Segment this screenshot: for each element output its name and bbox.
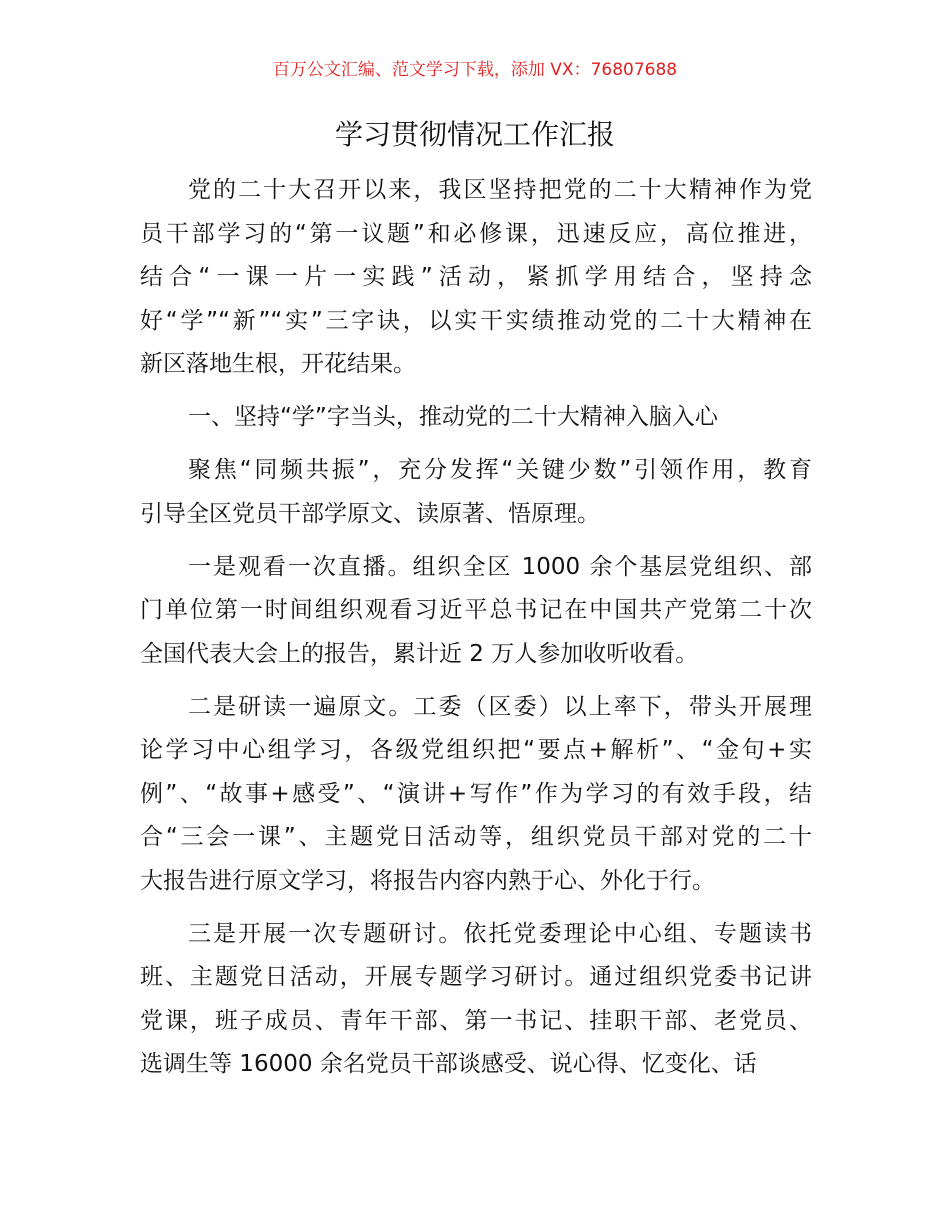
section-heading [140,396,812,440]
paragraph [140,169,812,387]
text-line: 班、主题党日活动，开展专题学习研讨。通过组织党委书记讲 [140,964,812,990]
paragraph [140,546,812,677]
text-line: 三是开展一次专题研讨。依托党委理论中心组、专题读书 [188,920,812,947]
text-line: 合“三会一课”、主题党日活动等，组织党员干部对党的二十 [140,824,812,850]
text-line: 大报告进行原文学习，将报告内容内熟于心、外化于行。 [140,867,715,894]
text-line: 新区落地生根，开花结果。 [140,351,416,377]
paragraph [140,686,812,904]
text-line: 全国代表大会上的报告，累计近 2 万人参加收听收看。 [140,640,699,667]
text-line: 一是观看一次直播。组织全区 1000 余个基层党组织、部 [188,553,812,580]
text-line: 门单位第一时间组织观看习近平总书记在中国共产党第二十次 [140,597,812,623]
document-body [140,169,812,1096]
text-line: 聚焦“同频共振”，充分发挥“关键少数”引领作用，教育 [188,457,812,483]
text-line: 选调生等 16000 余名党员干部谈感受、说心得、忆变化、话 [140,1051,757,1077]
text-line: 结合“一课一片一实践”活动，紧抓学用结合，坚持念 [140,264,812,290]
paragraph [140,449,812,536]
text-line: 一、坚持“学”字当头，推动党的二十大精神入脑入心 [188,404,718,430]
text-line: 引导全区党员干部学原文、读原著、悟原理。 [140,500,600,527]
text-line: 好“学”“新”“实”三字诀，以实干实绩推动党的二十大精神在 [140,307,812,334]
watermark-banner: 百万公文汇编、范文学习下载，添加 VX：76807688 [272,60,678,80]
text-line: 员干部学习的“第一议题”和必修课，迅速反应，高位推进， [140,220,812,247]
text-line: 党课，班子成员、青年干部、第一书记、挂职干部、老党员、 [140,1007,812,1034]
document-title: 学习贯彻情况工作汇报 [334,118,615,151]
text-line: 例”、“故事+感受”、“演讲+写作”作为学习的有效手段，结 [140,780,812,807]
paragraph [140,913,812,1087]
text-line: 党的二十大召开以来，我区坚持把党的二十大精神作为党 [188,177,812,203]
text-line: 论学习中心组学习，各级党组织把“要点+解析”、“金句+实 [140,737,812,763]
text-line: 二是研读一遍原文。工委（区委）以上率下，带头开展理 [188,693,812,720]
